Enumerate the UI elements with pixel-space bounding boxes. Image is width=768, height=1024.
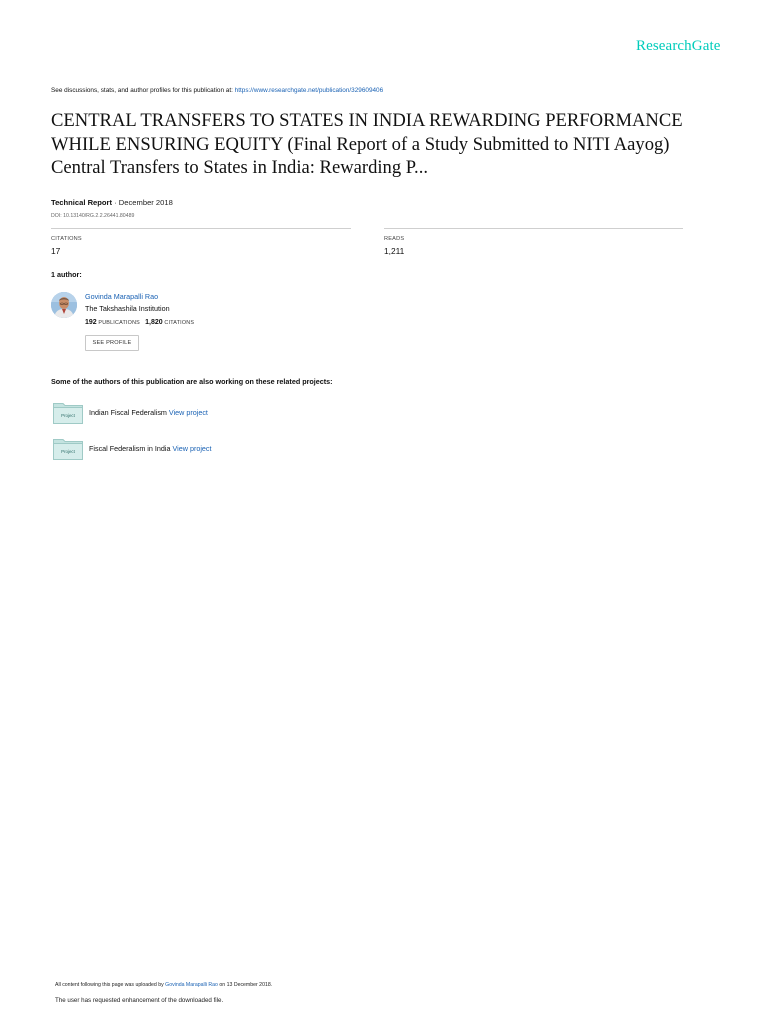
project-text (89, 444, 212, 453)
related-projects-heading: Some of the authors of this publication are also working on these related projects: (51, 377, 333, 386)
title-line-3: Central Transfers to States in India: Rewarding P... (51, 157, 429, 178)
see-profile-button[interactable]: SEE PROFILE (85, 335, 139, 351)
project-item (53, 438, 313, 462)
view-project-link[interactable]: View project (172, 444, 212, 453)
author-photo-icon (51, 292, 77, 318)
project-name: Fiscal Federalism in India (89, 444, 173, 453)
author-name-link[interactable]: Govinda Marapalli Rao (85, 292, 159, 301)
author-institution: The Takshashila Institution (85, 304, 170, 313)
author-citations-count: 1,820 (145, 319, 163, 326)
publication-type-date (51, 198, 173, 207)
upload-prefix: All content following this page was uploaded by (55, 982, 166, 988)
author-publications-count: 192 (85, 319, 97, 326)
profile-info-text: See discussions, stats, and author profiles for this publication at: (51, 87, 235, 94)
reads-divider (384, 228, 683, 229)
publication-date: · December 2018 (112, 198, 173, 207)
upload-suffix: on 13 December 2018. (217, 982, 273, 988)
reads-label: READS (384, 236, 405, 242)
citations-value: 17 (51, 246, 61, 256)
reads-value: 1,211 (384, 246, 405, 256)
project-folder-icon[interactable] (53, 402, 83, 424)
project-text (89, 408, 208, 417)
project-item (53, 402, 313, 426)
author-avatar[interactable] (51, 292, 77, 318)
enhancement-note: The user has requested enhancement of the downloaded file. (55, 997, 224, 1004)
title-line-2: WHILE ENSURING EQUITY (Final Report of a Study Submitted to NITI Aayog) (51, 133, 670, 155)
title-line-1: CENTRAL TRANSFERS TO STATES IN INDIA REWARDING PERFORMANCE (51, 110, 683, 131)
publication-doi: DOI: 10.13140/RG.2.2.26441.80489 (51, 213, 135, 219)
author-publications-label: PUBLICATIONS (98, 320, 140, 326)
researchgate-logo[interactable]: ResearchGate (636, 38, 721, 54)
authors-heading: 1 author: (51, 270, 82, 279)
profile-info-line (51, 87, 383, 94)
citations-label: CITATIONS (51, 236, 82, 242)
view-project-link[interactable]: View project (168, 408, 208, 417)
publication-url-link[interactable]: https://www.researchgate.net/publication/329609406 (234, 87, 384, 94)
author-citations-label: CITATIONS (164, 320, 195, 326)
project-folder-icon[interactable] (53, 438, 83, 460)
author-stats (85, 319, 194, 326)
uploader-link[interactable]: Govinda Marapalli Rao (165, 982, 218, 988)
publication-type: Technical Report (51, 198, 113, 207)
publication-title (51, 109, 731, 180)
citations-divider (51, 228, 351, 229)
project-icon-label: Project (61, 413, 75, 418)
upload-info (55, 982, 272, 988)
project-icon-label: Project (61, 449, 75, 454)
project-name: Indian Fiscal Federalism (89, 408, 169, 417)
